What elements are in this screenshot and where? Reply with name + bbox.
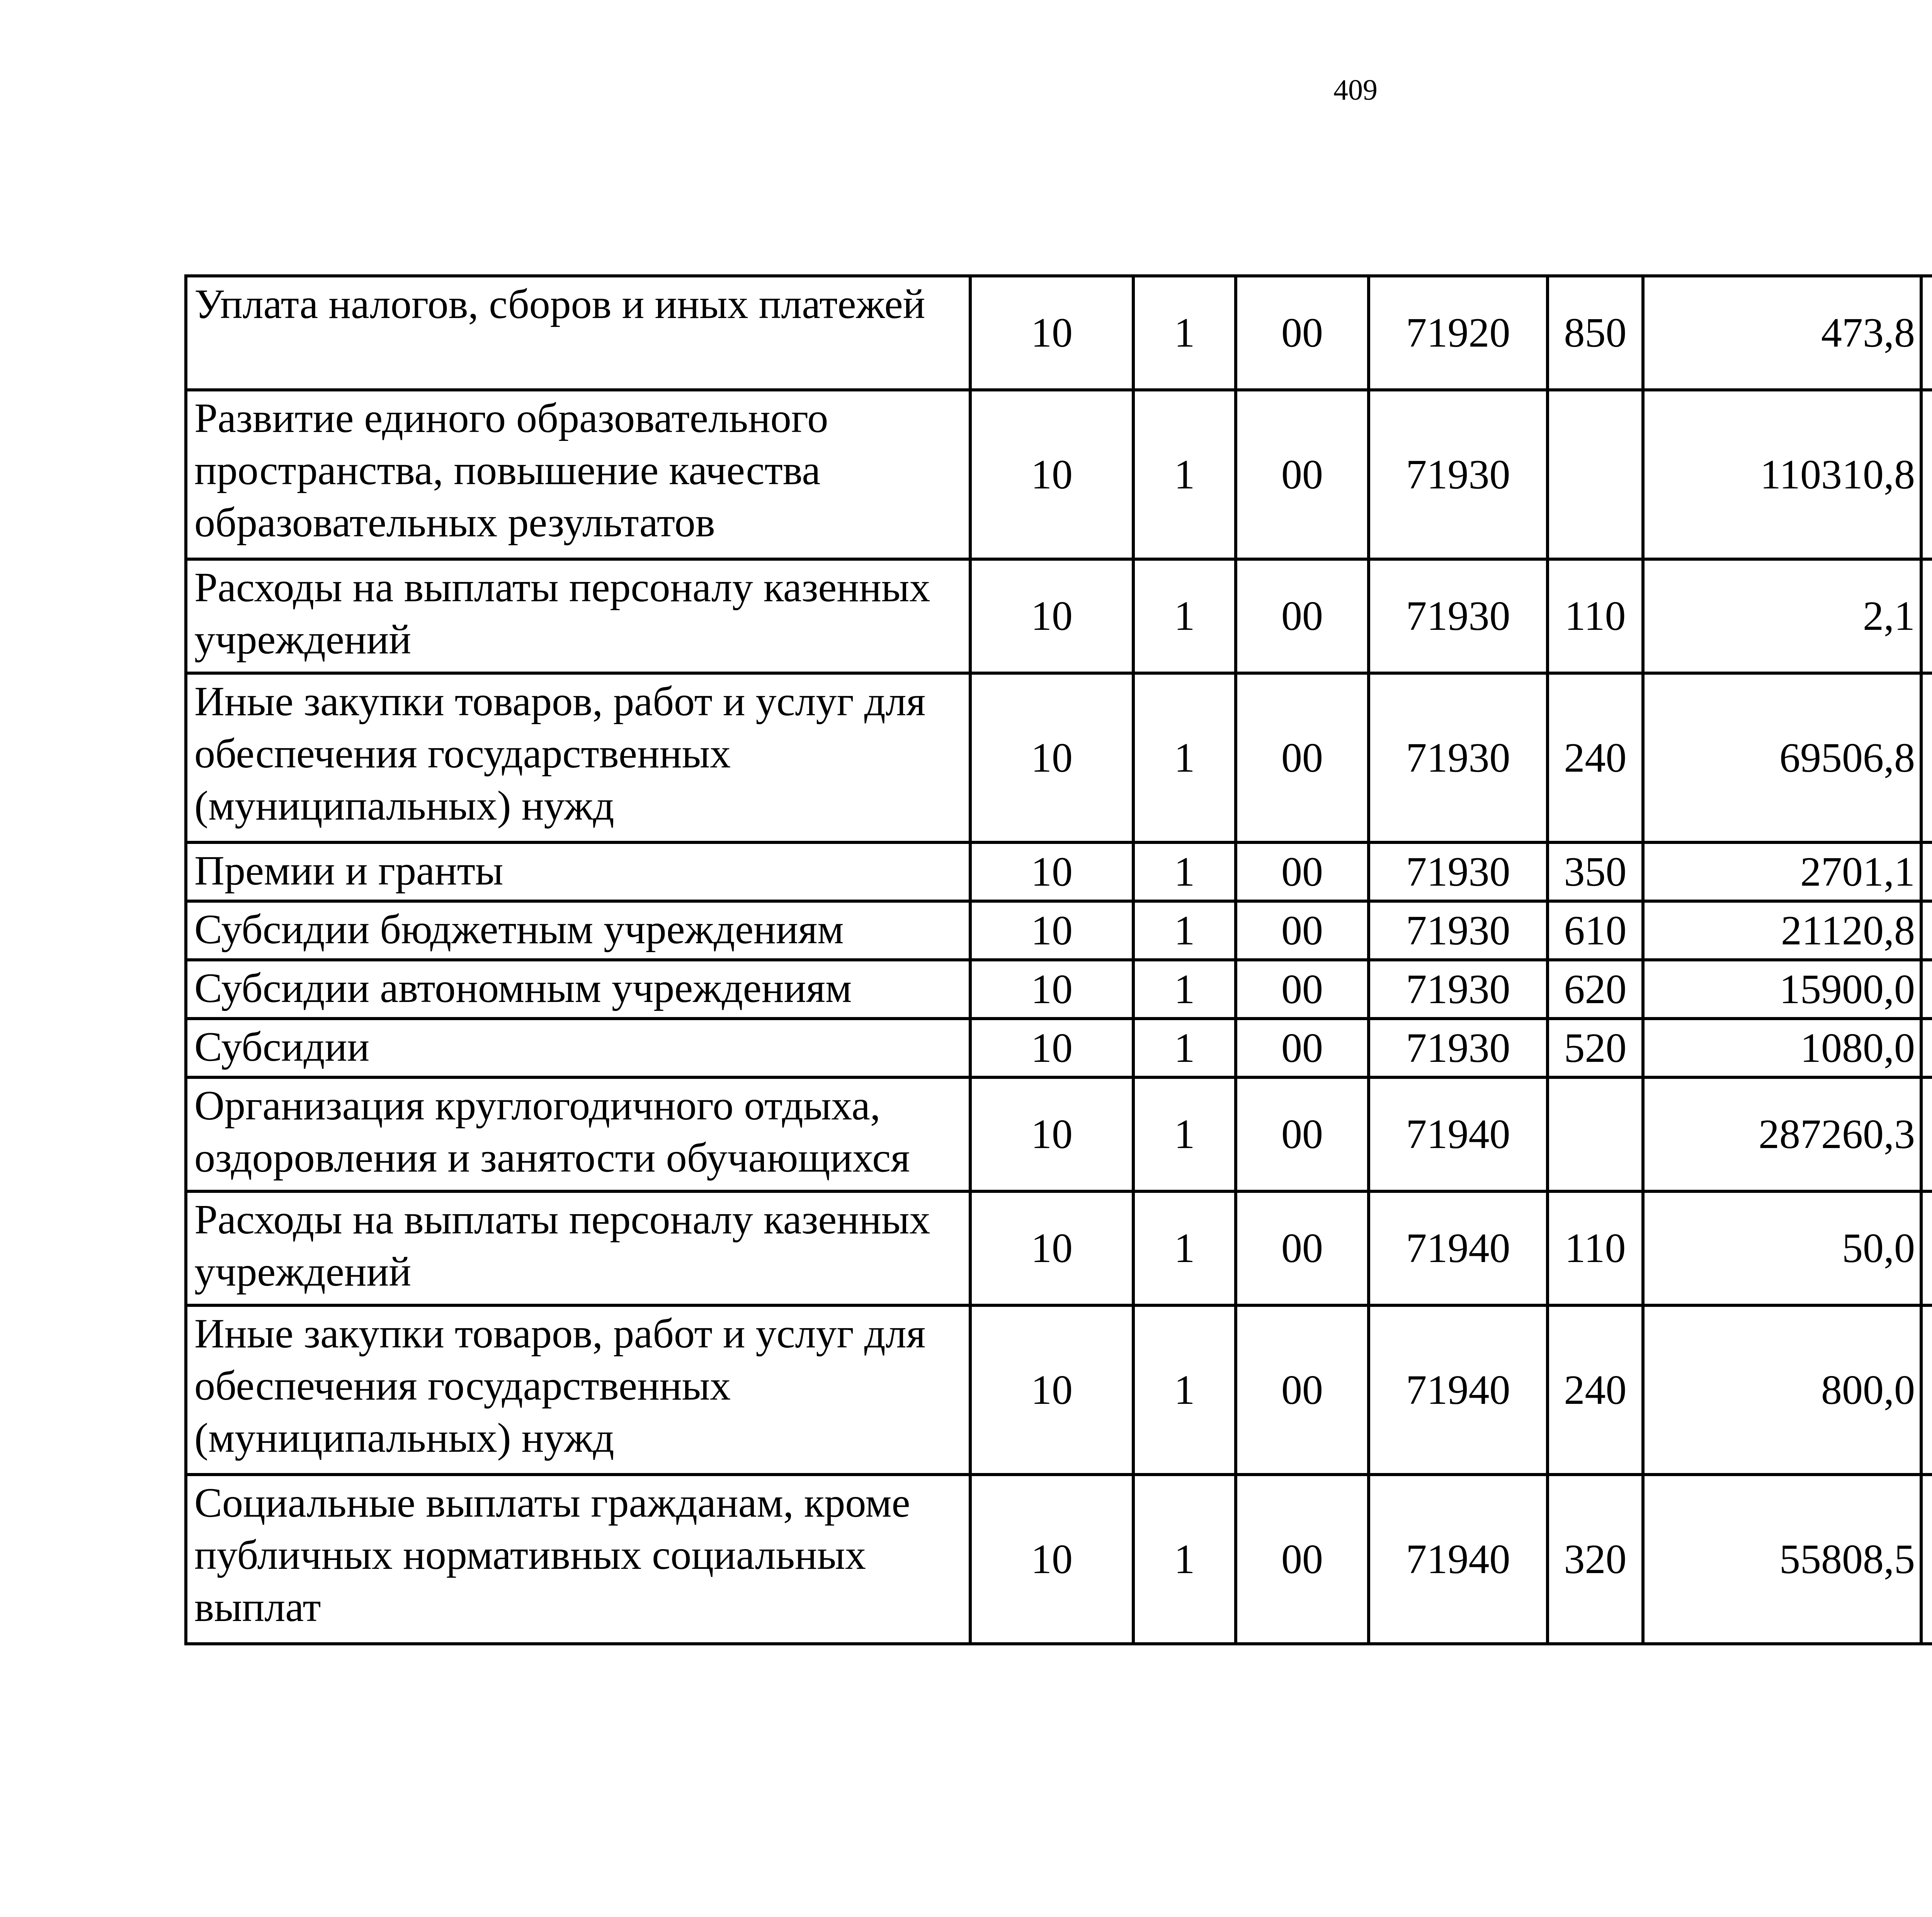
row-name: Субсидии (186, 1019, 970, 1077)
target-code: 71940 (1369, 1475, 1548, 1644)
target-code: 71920 (1369, 276, 1548, 390)
program-code: 00 (1236, 1191, 1369, 1305)
amount-2 (1921, 960, 1932, 1019)
subsection-code: 1 (1133, 960, 1236, 1019)
table-row (186, 390, 1932, 559)
section-code: 10 (970, 1305, 1133, 1475)
target-code: 71940 (1369, 1077, 1548, 1191)
row-name: Развитие единого образовательного пространства, повышение качества образовательных результатов (186, 390, 970, 559)
subsection-code: 1 (1133, 559, 1236, 673)
amount-1: 1080,0 (1643, 1019, 1921, 1077)
table-row (186, 842, 1932, 901)
amount-2 (1921, 390, 1932, 559)
amount-1: 55808,5 (1643, 1475, 1921, 1644)
table-row (186, 960, 1932, 1019)
section-code: 10 (970, 1191, 1133, 1305)
program-code: 00 (1236, 901, 1369, 960)
amount-2 (1921, 1475, 1932, 1644)
target-code: 71930 (1369, 901, 1548, 960)
amount-2 (1921, 1077, 1932, 1191)
subsection-code: 1 (1133, 842, 1236, 901)
row-name: Субсидии автономным учреждениям (186, 960, 970, 1019)
table-row (186, 559, 1932, 673)
row-name: Уплата налогов, сборов и иных платежей (186, 276, 970, 390)
subsection-code: 1 (1133, 390, 1236, 559)
page-number: 409 (1333, 74, 1378, 106)
row-name: Иные закупки товаров, работ и услуг для обеспечения государственных (муниципальных) нужд (186, 673, 970, 842)
section-code: 10 (970, 1077, 1133, 1191)
amount-1: 69506,8 (1643, 673, 1921, 842)
target-code: 71930 (1369, 842, 1548, 901)
amount-1: 287260,3 (1643, 1077, 1921, 1191)
expense-type-code: 610 (1548, 901, 1643, 960)
expense-type-code: 350 (1548, 842, 1643, 901)
program-code: 00 (1236, 1305, 1369, 1475)
subsection-code: 1 (1133, 1191, 1236, 1305)
row-name: Расходы на выплаты персоналу казенных учреждений (186, 559, 970, 673)
table-row (186, 1305, 1932, 1475)
expense-type-code: 110 (1548, 559, 1643, 673)
subsection-code: 1 (1133, 1305, 1236, 1475)
section-code: 10 (970, 276, 1133, 390)
expense-type-code: 110 (1548, 1191, 1643, 1305)
budget-table (184, 274, 1932, 1645)
section-code: 10 (970, 1475, 1133, 1644)
row-name: Иные закупки товаров, работ и услуг для обеспечения государственных (муниципальных) нужд (186, 1305, 970, 1475)
program-code: 00 (1236, 1019, 1369, 1077)
amount-1: 50,0 (1643, 1191, 1921, 1305)
target-code: 71930 (1369, 960, 1548, 1019)
program-code: 00 (1236, 960, 1369, 1019)
section-code: 10 (970, 842, 1133, 901)
subsection-code: 1 (1133, 1077, 1236, 1191)
amount-2 (1921, 673, 1932, 842)
program-code: 00 (1236, 842, 1369, 901)
amount-2 (1921, 276, 1932, 390)
table-row (186, 1019, 1932, 1077)
expense-type-code: 240 (1548, 1305, 1643, 1475)
table-row (186, 673, 1932, 842)
amount-2 (1921, 842, 1932, 901)
table-row (186, 276, 1932, 390)
section-code: 10 (970, 559, 1133, 673)
program-code: 00 (1236, 559, 1369, 673)
amount-1: 2,1 (1643, 559, 1921, 673)
expense-type-code: 240 (1548, 673, 1643, 842)
amount-1: 21120,8 (1643, 901, 1921, 960)
expense-type-code: 850 (1548, 276, 1643, 390)
section-code: 10 (970, 1019, 1133, 1077)
subsection-code: 1 (1133, 276, 1236, 390)
target-code: 71930 (1369, 559, 1548, 673)
row-name: Организация круглогодичного отдыха, оздоровления и занятости обучающихся (186, 1077, 970, 1191)
amount-2 (1921, 1191, 1932, 1305)
target-code: 71930 (1369, 673, 1548, 842)
amount-2 (1921, 1305, 1932, 1475)
subsection-code: 1 (1133, 1475, 1236, 1644)
target-code: 71930 (1369, 1019, 1548, 1077)
table-row (186, 901, 1932, 960)
target-code: 71940 (1369, 1305, 1548, 1475)
row-name: Расходы на выплаты персоналу казенных учреждений (186, 1191, 970, 1305)
expense-type-code (1548, 1077, 1643, 1191)
row-name: Премии и гранты (186, 842, 970, 901)
table-row (186, 1077, 1932, 1191)
section-code: 10 (970, 901, 1133, 960)
section-code: 10 (970, 673, 1133, 842)
row-name: Социальные выплаты гражданам, кроме публичных нормативных социальных выплат (186, 1475, 970, 1644)
expense-type-code: 620 (1548, 960, 1643, 1019)
amount-1: 473,8 (1643, 276, 1921, 390)
amount-1: 2701,1 (1643, 842, 1921, 901)
table-row (186, 1191, 1932, 1305)
program-code: 00 (1236, 1077, 1369, 1191)
expense-type-code: 320 (1548, 1475, 1643, 1644)
amount-1: 15900,0 (1643, 960, 1921, 1019)
target-code: 71930 (1369, 390, 1548, 559)
amount-2 (1921, 1019, 1932, 1077)
subsection-code: 1 (1133, 1019, 1236, 1077)
expense-type-code: 520 (1548, 1019, 1643, 1077)
section-code: 10 (970, 390, 1133, 559)
subsection-code: 1 (1133, 673, 1236, 842)
program-code: 00 (1236, 1475, 1369, 1644)
program-code: 00 (1236, 390, 1369, 559)
subsection-code: 1 (1133, 901, 1236, 960)
section-code: 10 (970, 960, 1133, 1019)
amount-2 (1921, 901, 1932, 960)
table-row (186, 1475, 1932, 1644)
amount-1: 110310,8 (1643, 390, 1921, 559)
row-name: Субсидии бюджетным учреждениям (186, 901, 970, 960)
amount-2 (1921, 559, 1932, 673)
target-code: 71940 (1369, 1191, 1548, 1305)
amount-1: 800,0 (1643, 1305, 1921, 1475)
program-code: 00 (1236, 673, 1369, 842)
program-code: 00 (1236, 276, 1369, 390)
expense-type-code (1548, 390, 1643, 559)
